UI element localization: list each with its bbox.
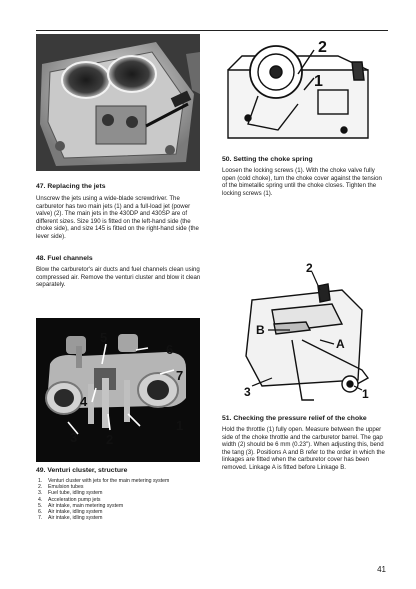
carburetor-body-illustration <box>36 34 200 171</box>
choke-spring-drawing <box>218 34 388 149</box>
heading-49: 49. Venturi cluster, structure <box>36 467 128 474</box>
photo-carburetor-jets <box>36 34 200 171</box>
venturi-callouts <box>36 318 200 462</box>
callout-3: 3 <box>244 385 251 399</box>
figure-choke-spring <box>218 34 388 149</box>
callout-1: 1 <box>362 387 369 401</box>
callout-2: 2 <box>318 39 327 56</box>
photo-venturi-cluster <box>36 318 200 462</box>
body-51: Hold the throttle (1) fully open. Measure between the upper side of the choke throttle and the carburetor barrel. The gap width (2) should be 6 mm (0.23"). When adjusting this, bend the tang (3). Positions A and B refer to the order in which the linkages are fitted when the carburetor cover has been removed. Linkage A is fitted before Linkage B. <box>222 426 385 471</box>
top-rule <box>36 30 388 31</box>
heading-50: 50. Setting the choke spring <box>222 156 313 163</box>
list-item: 7. Air intake, idling system <box>38 515 103 522</box>
heading-48: 48. Fuel channels <box>36 255 93 262</box>
list-item: 3. Fuel tube, idling system <box>38 490 103 497</box>
list-item: 4. Acceleration pump jets <box>38 496 101 503</box>
body-48: Blow the carburetor's air ducts and fuel channels clean using compressed air. Remove the venturi cluster and blow it clean separately. <box>36 266 201 289</box>
callout-6: 6 <box>166 342 174 357</box>
body-50: Loosen the locking screws (1). With the choke valve fully open (cold choke), turn the choke cover against the tension of the bimetallic spring until the choke closes. Tighten the locking screws (1). <box>222 167 382 197</box>
callout-1: 1 <box>314 73 323 90</box>
list-item: 5. Air intake, main metering system <box>38 502 124 509</box>
callout-7: 7 <box>176 368 184 383</box>
pressure-relief-drawing <box>232 260 388 410</box>
callout-2: 2 <box>306 261 313 275</box>
list-item: 1. Venturi cluster with jets for the main metering system <box>38 478 170 484</box>
callout-B: B <box>256 323 265 337</box>
heading-51: 51. Checking the pressure relief of the choke <box>222 415 367 422</box>
callout-1: 1 <box>176 418 184 433</box>
callout-3: 3 <box>70 430 78 445</box>
page-number: 41 <box>377 565 386 574</box>
callout-2: 2 <box>106 432 114 447</box>
list-item: 6. Air intake, idling system <box>38 509 103 516</box>
venturi-parts-list <box>38 478 202 521</box>
callout-4: 4 <box>80 394 88 409</box>
callout-5: 5 <box>100 330 108 345</box>
body-47: Unscrew the jets using a wide-blade screwdriver. The carburetor has two main jets (1) and a full-load jet (power valve) (2). The main jets in the 430DP and 430SP are of different sizes. Size 190 is fitted on the left-hand side (the choke side), and size 145 is fitted on the right-hand side (the lever side). <box>36 195 199 240</box>
figure-pressure-relief <box>232 260 388 410</box>
callout-A: A <box>336 337 345 351</box>
heading-47: 47. Replacing the jets <box>36 183 106 190</box>
list-item: 2. Emulsion tubes <box>38 484 84 491</box>
